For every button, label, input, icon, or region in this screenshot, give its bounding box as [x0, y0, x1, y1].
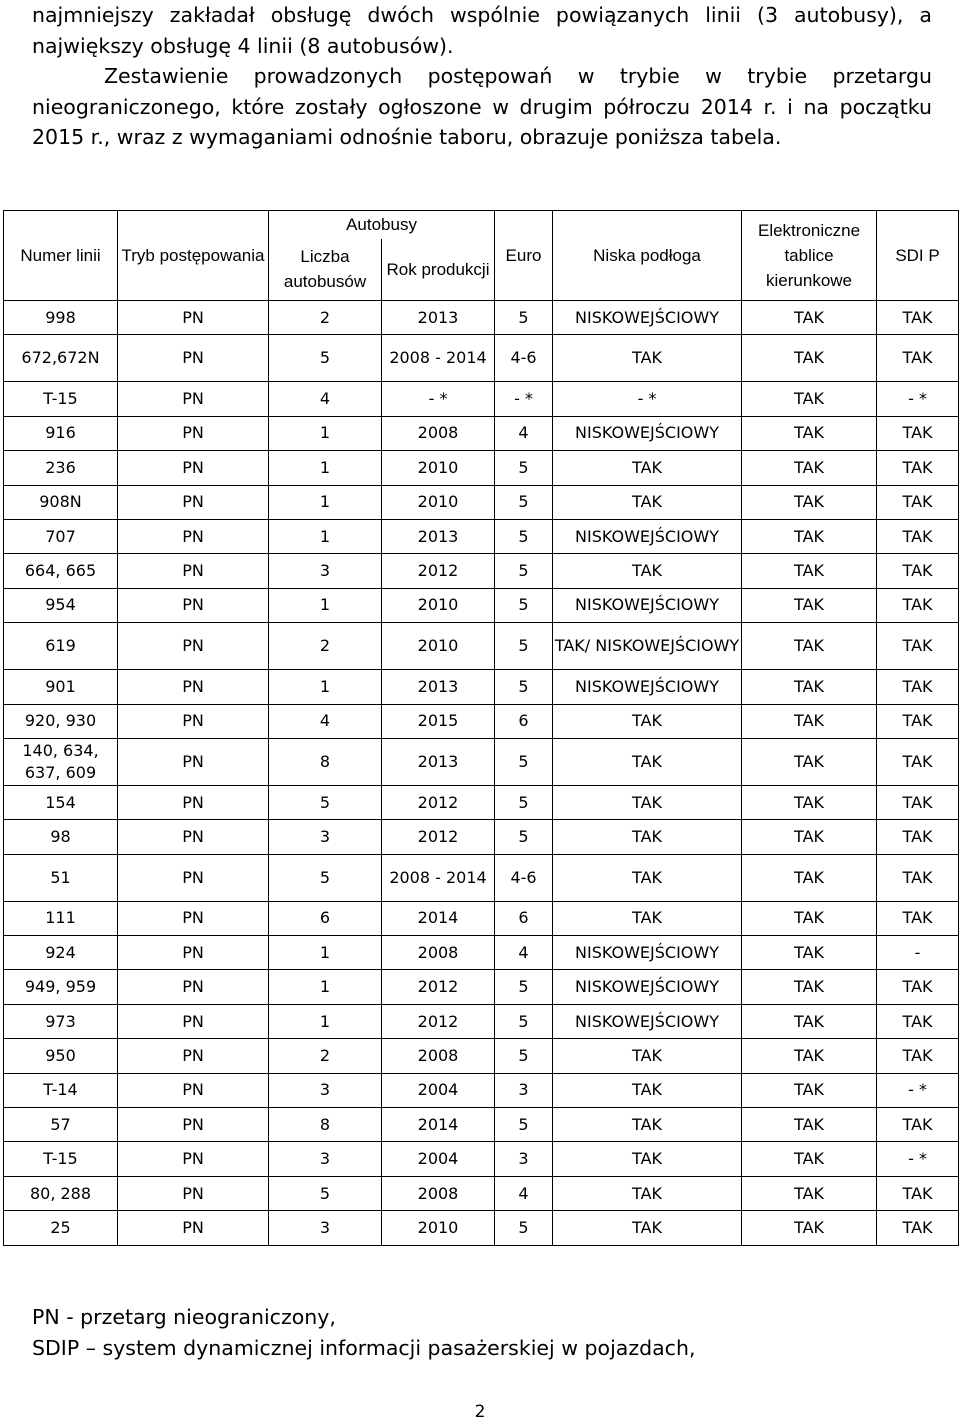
cell-numer-linii: 949, 959 — [4, 970, 118, 1004]
cell-niska-podloga: TAK — [553, 785, 742, 819]
cell-tablice: TAK — [742, 623, 877, 670]
cell-euro: 4-6 — [495, 854, 553, 901]
cell-liczba: 8 — [269, 1108, 382, 1142]
table-row — [4, 785, 959, 819]
header-euro: Euro — [495, 211, 553, 301]
cell-tryb: PN — [118, 485, 269, 519]
intro-paragraph — [32, 0, 932, 153]
cell-tryb: PN — [118, 738, 269, 785]
cell-tablice: TAK — [742, 416, 877, 450]
intro-table-description: Zestawienie prowadzonych postępowań w trybie w trybie przetargu nieograniczonego, które zostały ogłoszone w drugim półroczu 2014 r. i na początku 2015 r., wraz z wymaganiami odnośnie taboru, obrazuje poniższa tabela. — [32, 64, 932, 149]
cell-rok: 2013 — [382, 670, 495, 704]
cell-rok: 2012 — [382, 820, 495, 854]
cell-sdip: - — [877, 936, 959, 970]
cell-tryb: PN — [118, 936, 269, 970]
cell-tryb: PN — [118, 854, 269, 901]
cell-niska-podloga: TAK — [553, 1211, 742, 1245]
cell-sdip: TAK — [877, 1108, 959, 1142]
table-row — [4, 1039, 959, 1073]
cell-euro: 5 — [495, 970, 553, 1004]
cell-tablice: TAK — [742, 738, 877, 785]
cell-sdip: TAK — [877, 704, 959, 738]
cell-tablice: TAK — [742, 1108, 877, 1142]
table-row — [4, 1108, 959, 1142]
cell-rok: 2012 — [382, 785, 495, 819]
cell-rok: 2010 — [382, 623, 495, 670]
cell-rok: 2008 — [382, 416, 495, 450]
cell-niska-podloga: TAK — [553, 854, 742, 901]
cell-numer-linii: 950 — [4, 1039, 118, 1073]
table-row — [4, 588, 959, 622]
cell-rok: 2008 — [382, 1176, 495, 1210]
cell-niska-podloga: - * — [553, 382, 742, 416]
cell-sdip: TAK — [877, 738, 959, 785]
cell-niska-podloga: TAK — [553, 554, 742, 588]
cell-liczba: 3 — [269, 1073, 382, 1107]
cell-numer-linii: 908N — [4, 485, 118, 519]
cell-tryb: PN — [118, 588, 269, 622]
cell-numer-linii: 154 — [4, 785, 118, 819]
cell-sdip: TAK — [877, 519, 959, 553]
cell-tryb: PN — [118, 1039, 269, 1073]
table-row — [4, 738, 959, 785]
cell-tryb: PN — [118, 785, 269, 819]
cell-tablice: TAK — [742, 970, 877, 1004]
table-row — [4, 1142, 959, 1176]
cell-tablice: TAK — [742, 901, 877, 935]
cell-rok: 2008 — [382, 936, 495, 970]
cell-sdip: - * — [877, 1142, 959, 1176]
cell-liczba: 8 — [269, 738, 382, 785]
cell-niska-podloga: NISKOWEJŚCIOWY — [553, 519, 742, 553]
cell-tryb: PN — [118, 1108, 269, 1142]
footnotes — [32, 1302, 695, 1364]
cell-tablice: TAK — [742, 820, 877, 854]
bus-lines-table — [3, 210, 959, 1246]
cell-tryb: PN — [118, 901, 269, 935]
cell-numer-linii: 672,672N — [4, 335, 118, 382]
cell-rok: 2013 — [382, 738, 495, 785]
cell-numer-linii: 924 — [4, 936, 118, 970]
cell-numer-linii: 140, 634, 637, 609 — [4, 738, 118, 785]
cell-niska-podloga: TAK — [553, 335, 742, 382]
cell-euro: 5 — [495, 785, 553, 819]
cell-numer-linii: 80, 288 — [4, 1176, 118, 1210]
cell-euro: 5 — [495, 301, 553, 335]
cell-euro: 3 — [495, 1142, 553, 1176]
header-tablice: Elektroniczne tablice kierunkowe — [742, 211, 877, 301]
cell-tablice: TAK — [742, 936, 877, 970]
cell-rok: 2014 — [382, 901, 495, 935]
cell-liczba: 1 — [269, 670, 382, 704]
cell-liczba: 5 — [269, 785, 382, 819]
cell-euro: 5 — [495, 670, 553, 704]
cell-sdip: TAK — [877, 1004, 959, 1038]
cell-niska-podloga: TAK — [553, 1176, 742, 1210]
cell-numer-linii: 51 — [4, 854, 118, 901]
cell-tablice: TAK — [742, 704, 877, 738]
cell-sdip: TAK — [877, 554, 959, 588]
cell-euro: 5 — [495, 1211, 553, 1245]
cell-tryb: PN — [118, 970, 269, 1004]
cell-rok: 2010 — [382, 485, 495, 519]
cell-rok: 2010 — [382, 588, 495, 622]
cell-sdip: TAK — [877, 623, 959, 670]
cell-niska-podloga: NISKOWEJŚCIOWY — [553, 301, 742, 335]
cell-niska-podloga: TAK — [553, 1108, 742, 1142]
cell-tablice: TAK — [742, 1176, 877, 1210]
cell-tryb: PN — [118, 1211, 269, 1245]
cell-euro: 5 — [495, 623, 553, 670]
cell-rok: 2013 — [382, 301, 495, 335]
cell-sdip: TAK — [877, 416, 959, 450]
table-row — [4, 416, 959, 450]
cell-numer-linii: 920, 930 — [4, 704, 118, 738]
cell-euro: 5 — [495, 588, 553, 622]
cell-euro: 6 — [495, 704, 553, 738]
cell-sdip: TAK — [877, 1039, 959, 1073]
cell-tryb: PN — [118, 704, 269, 738]
cell-tablice: TAK — [742, 785, 877, 819]
cell-tryb: PN — [118, 451, 269, 485]
cell-sdip: TAK — [877, 588, 959, 622]
cell-sdip: TAK — [877, 301, 959, 335]
cell-sdip: TAK — [877, 485, 959, 519]
cell-niska-podloga: NISKOWEJŚCIOWY — [553, 416, 742, 450]
cell-tablice: TAK — [742, 1004, 877, 1038]
cell-rok: 2013 — [382, 519, 495, 553]
cell-rok: 2004 — [382, 1073, 495, 1107]
cell-euro: 5 — [495, 738, 553, 785]
cell-liczba: 3 — [269, 1142, 382, 1176]
cell-rok: 2008 — [382, 1039, 495, 1073]
table-row — [4, 623, 959, 670]
cell-tablice: TAK — [742, 335, 877, 382]
cell-rok: 2004 — [382, 1142, 495, 1176]
cell-euro: 5 — [495, 1108, 553, 1142]
cell-niska-podloga: TAK/ NISKOWEJŚCIOWY — [553, 623, 742, 670]
cell-numer-linii: 619 — [4, 623, 118, 670]
cell-sdip: TAK — [877, 785, 959, 819]
footnote-pn: PN - przetarg nieograniczony, — [32, 1305, 336, 1329]
table-row — [4, 704, 959, 738]
cell-tryb: PN — [118, 1073, 269, 1107]
cell-niska-podloga: TAK — [553, 485, 742, 519]
cell-rok: 2010 — [382, 1211, 495, 1245]
cell-tryb: PN — [118, 1004, 269, 1038]
header-tryb-postepowania: Tryb postępowania — [118, 211, 269, 301]
cell-tablice: TAK — [742, 670, 877, 704]
cell-rok: 2008 - 2014 — [382, 335, 495, 382]
cell-euro: 5 — [495, 820, 553, 854]
cell-euro: 4-6 — [495, 335, 553, 382]
cell-tablice: TAK — [742, 301, 877, 335]
cell-numer-linii: 664, 665 — [4, 554, 118, 588]
cell-sdip: TAK — [877, 854, 959, 901]
cell-rok: 2010 — [382, 451, 495, 485]
cell-sdip: - * — [877, 1073, 959, 1107]
cell-tryb: PN — [118, 820, 269, 854]
cell-numer-linii: 25 — [4, 1211, 118, 1245]
cell-tablice: TAK — [742, 1073, 877, 1107]
cell-liczba: 1 — [269, 936, 382, 970]
cell-liczba: 1 — [269, 970, 382, 1004]
cell-niska-podloga: NISKOWEJŚCIOWY — [553, 936, 742, 970]
cell-niska-podloga: TAK — [553, 451, 742, 485]
cell-rok: 2014 — [382, 1108, 495, 1142]
table-row — [4, 554, 959, 588]
cell-numer-linii: T-15 — [4, 1142, 118, 1176]
cell-liczba: 2 — [269, 301, 382, 335]
table-row — [4, 820, 959, 854]
cell-niska-podloga: NISKOWEJŚCIOWY — [553, 1004, 742, 1038]
cell-rok: 2008 - 2014 — [382, 854, 495, 901]
cell-numer-linii: 111 — [4, 901, 118, 935]
cell-euro: 6 — [495, 901, 553, 935]
cell-liczba: 3 — [269, 1211, 382, 1245]
cell-sdip: TAK — [877, 901, 959, 935]
cell-tablice: TAK — [742, 588, 877, 622]
cell-liczba: 5 — [269, 854, 382, 901]
cell-liczba: 4 — [269, 382, 382, 416]
cell-liczba: 4 — [269, 704, 382, 738]
cell-tablice: TAK — [742, 1039, 877, 1073]
cell-rok: - * — [382, 382, 495, 416]
cell-tryb: PN — [118, 301, 269, 335]
table-row — [4, 451, 959, 485]
cell-numer-linii: 57 — [4, 1108, 118, 1142]
cell-numer-linii: 916 — [4, 416, 118, 450]
header-sdip: SDI P — [877, 211, 959, 301]
cell-tablice: TAK — [742, 554, 877, 588]
cell-liczba: 1 — [269, 485, 382, 519]
cell-numer-linii: 998 — [4, 301, 118, 335]
cell-rok: 2015 — [382, 704, 495, 738]
cell-tryb: PN — [118, 1176, 269, 1210]
cell-liczba: 1 — [269, 588, 382, 622]
header-liczba-autobusow: Liczba autobusów — [269, 239, 382, 301]
table-row — [4, 519, 959, 553]
cell-niska-podloga: TAK — [553, 1039, 742, 1073]
page-number: 2 — [474, 1402, 486, 1422]
cell-rok: 2012 — [382, 970, 495, 1004]
cell-tablice: TAK — [742, 519, 877, 553]
cell-tablice: TAK — [742, 382, 877, 416]
cell-liczba: 1 — [269, 451, 382, 485]
cell-liczba: 6 — [269, 901, 382, 935]
cell-numer-linii: 901 — [4, 670, 118, 704]
footnote-sdip: SDIP – system dynamicznej informacji pasażerskiej w pojazdach, — [32, 1336, 696, 1360]
cell-liczba: 2 — [269, 1039, 382, 1073]
cell-sdip: TAK — [877, 335, 959, 382]
cell-sdip: TAK — [877, 970, 959, 1004]
table-row — [4, 936, 959, 970]
cell-euro: 4 — [495, 936, 553, 970]
cell-liczba: 2 — [269, 623, 382, 670]
cell-euro: 5 — [495, 1004, 553, 1038]
cell-euro: 4 — [495, 416, 553, 450]
table-body — [4, 301, 959, 1246]
cell-tablice: TAK — [742, 1142, 877, 1176]
cell-niska-podloga: TAK — [553, 704, 742, 738]
cell-liczba: 3 — [269, 820, 382, 854]
cell-sdip: TAK — [877, 451, 959, 485]
cell-tryb: PN — [118, 416, 269, 450]
cell-sdip: TAK — [877, 670, 959, 704]
cell-euro: 5 — [495, 485, 553, 519]
header-numer-linii: Numer linii — [4, 211, 118, 301]
cell-euro: 3 — [495, 1073, 553, 1107]
cell-numer-linii: 973 — [4, 1004, 118, 1038]
cell-liczba: 5 — [269, 335, 382, 382]
cell-numer-linii: T-14 — [4, 1073, 118, 1107]
cell-tablice: TAK — [742, 854, 877, 901]
cell-euro: 5 — [495, 451, 553, 485]
table-row — [4, 1211, 959, 1245]
cell-tablice: TAK — [742, 1211, 877, 1245]
header-rok-produkcji: Rok produkcji — [382, 239, 495, 301]
header-niska-podloga: Niska podłoga — [553, 211, 742, 301]
cell-tryb: PN — [118, 670, 269, 704]
cell-niska-podloga: TAK — [553, 1073, 742, 1107]
cell-liczba: 1 — [269, 1004, 382, 1038]
cell-niska-podloga: TAK — [553, 820, 742, 854]
header-autobusy: Autobusy — [269, 211, 495, 239]
cell-euro: 5 — [495, 1039, 553, 1073]
cell-niska-podloga: TAK — [553, 738, 742, 785]
cell-numer-linii: 236 — [4, 451, 118, 485]
cell-rok: 2012 — [382, 554, 495, 588]
table-row — [4, 301, 959, 335]
intro-line-continuation: najmniejszy zakładał obsługę dwóch wspólnie powiązanych linii (3 autobusy), a największy obsługę 4 linii (8 autobusów). — [32, 3, 932, 58]
cell-sdip: TAK — [877, 820, 959, 854]
cell-liczba: 5 — [269, 1176, 382, 1210]
cell-liczba: 1 — [269, 519, 382, 553]
table-row — [4, 335, 959, 382]
cell-liczba: 1 — [269, 416, 382, 450]
cell-numer-linii: 98 — [4, 820, 118, 854]
cell-euro: 4 — [495, 1176, 553, 1210]
cell-niska-podloga: TAK — [553, 1142, 742, 1176]
cell-sdip: TAK — [877, 1176, 959, 1210]
table-row — [4, 485, 959, 519]
cell-euro: 5 — [495, 519, 553, 553]
cell-liczba: 3 — [269, 554, 382, 588]
cell-numer-linii: T-15 — [4, 382, 118, 416]
cell-niska-podloga: NISKOWEJŚCIOWY — [553, 970, 742, 1004]
cell-euro: 5 — [495, 554, 553, 588]
table-row — [4, 1073, 959, 1107]
cell-tryb: PN — [118, 335, 269, 382]
cell-niska-podloga: NISKOWEJŚCIOWY — [553, 588, 742, 622]
table-row — [4, 1004, 959, 1038]
cell-numer-linii: 707 — [4, 519, 118, 553]
cell-tryb: PN — [118, 554, 269, 588]
table-row — [4, 854, 959, 901]
cell-niska-podloga: NISKOWEJŚCIOWY — [553, 670, 742, 704]
cell-tablice: TAK — [742, 485, 877, 519]
cell-tablice: TAK — [742, 451, 877, 485]
cell-sdip: - * — [877, 382, 959, 416]
table-row — [4, 670, 959, 704]
table-row — [4, 970, 959, 1004]
cell-niska-podloga: TAK — [553, 901, 742, 935]
cell-euro: - * — [495, 382, 553, 416]
cell-tryb: PN — [118, 1142, 269, 1176]
table-row — [4, 382, 959, 416]
cell-sdip: TAK — [877, 1211, 959, 1245]
table-row — [4, 901, 959, 935]
cell-numer-linii: 954 — [4, 588, 118, 622]
cell-tryb: PN — [118, 382, 269, 416]
table-row — [4, 1176, 959, 1210]
cell-tryb: PN — [118, 519, 269, 553]
cell-rok: 2012 — [382, 1004, 495, 1038]
cell-tryb: PN — [118, 623, 269, 670]
